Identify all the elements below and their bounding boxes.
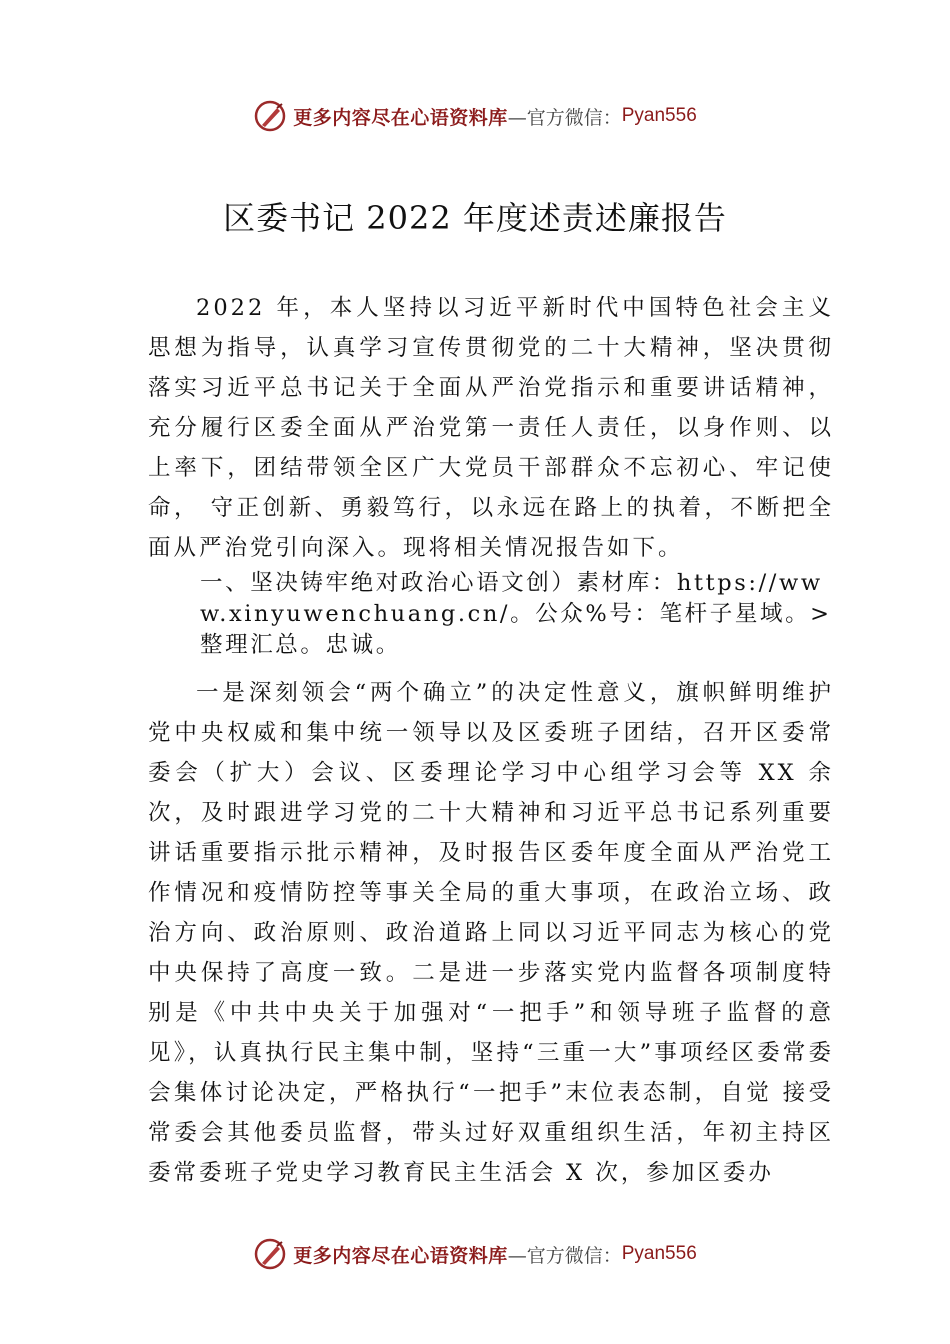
watermark-text: 更多内容尽在心语资料库 xyxy=(293,106,508,129)
watermark-text: 更多内容尽在心语资料库 xyxy=(293,1244,508,1267)
watermark-wechat-id: Pyan556 xyxy=(621,105,697,126)
body-paragraph: 一是深刻领会“两个确立”的决定性意义，旗帜鲜明维护党中央权威和集中统一领导以及区委班子团结，召开区委常委会（扩大）会议、区委理论学习中心组学习会等 XX 余次，及时跟进学习党的二十大精神和习近平总书记系列重要讲话重要指示批示精神，及时报告区委年度全面从严治党工作情况和疫情防控等事关全局的重大事项，在政治立场、政治方向、政治原则、政治道路上同以习近平同志为核心的党中央保持了高度一致。二是进一步落实党内监督各项制度特别是《中共中央关于加强对“一把手”和领导班子监督的意见》，认真执行民主集中制，坚持“三重一大”事项经区委常委会集体讨论决定，严格执行“一把手”末位表态制，自觉 接受常委会其他委员监督，带头过好双重组织生活，年初主持区委常委班子党史学习教育民主生活会 X 次，参加区委办 xyxy=(148,680,834,1186)
watermark-wechat-id: Pyan556 xyxy=(621,1243,697,1264)
document-body xyxy=(148,288,834,1193)
intro-paragraph: 2022 年，本人坚持以习近平新时代中国特色社会主义思想为指导，认真学习宣传贯彻党的二十大精神，坚决贯彻落实习近平总书记关于全面从严治党指示和重要讲话精神，充分履行区委全面从严治党第一责任人责任，以身作则、以上率下，团结带领全区广大党员干部群众不忘初心、牢记使命， 守正创新、勇毅笃行，以永远在路上的执着，不断把全面从严治党引向深入。现将相关情况报告如下。 xyxy=(148,295,834,561)
watermark-banner-top xyxy=(0,96,950,136)
quill-pen-logo-icon xyxy=(253,1237,287,1271)
watermark-separator: —官方微信： xyxy=(507,106,622,129)
section-heading: 一、坚决铸牢绝对政治心语文创）素材库：https://www.xinyuwenchuang.cn/。公众%号：笔杆子星域。>整理汇总。忠诚。 xyxy=(200,570,832,658)
watermark-separator: —官方微信： xyxy=(507,1244,622,1267)
quill-pen-logo-icon xyxy=(253,99,287,133)
document-title: 区委书记 2022 年度述责述廉报告 xyxy=(223,199,727,237)
watermark-banner-bottom xyxy=(0,1234,950,1274)
